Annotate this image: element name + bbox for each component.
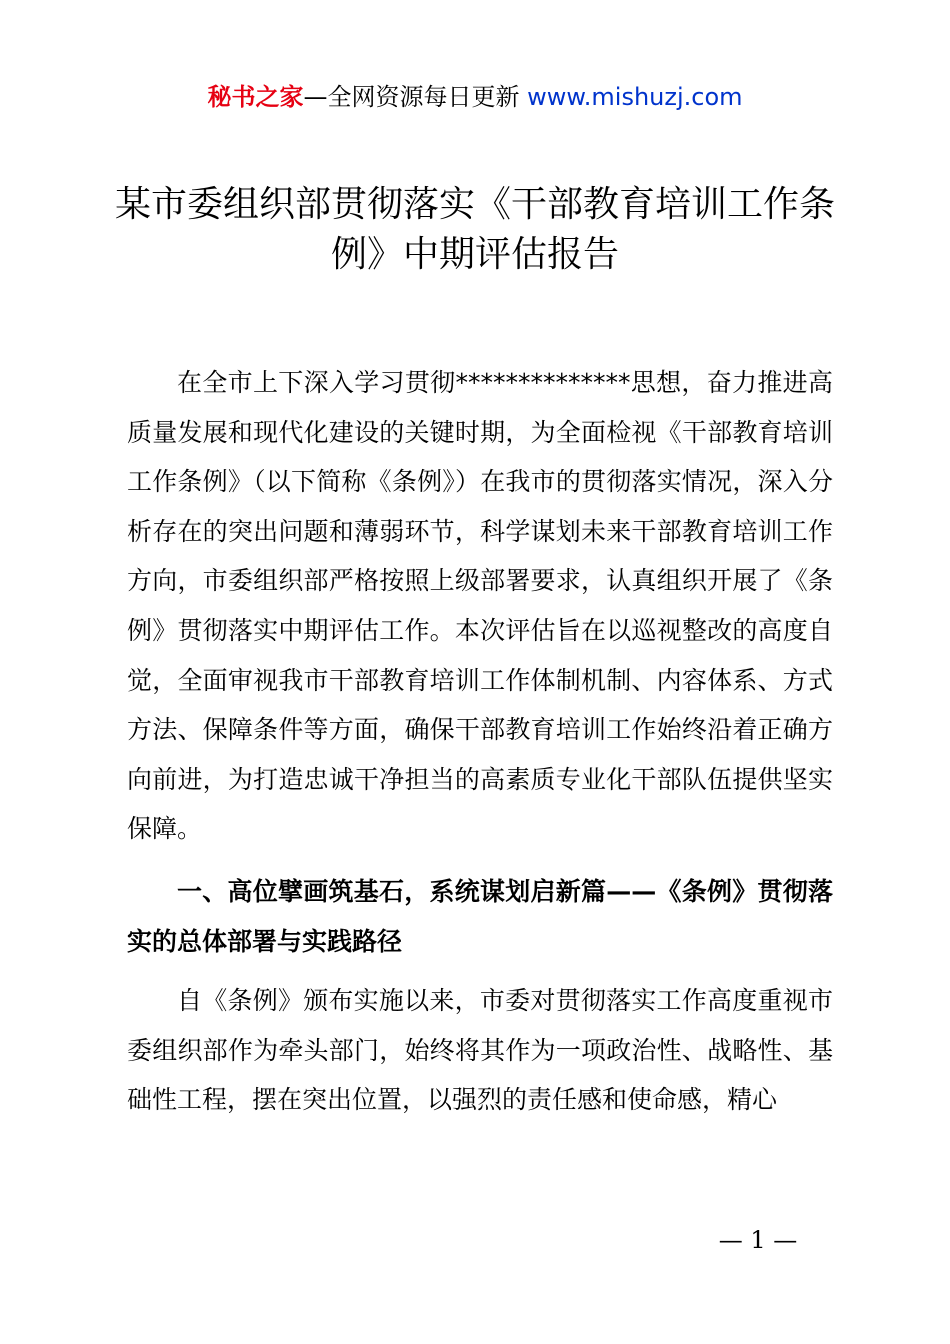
site-url-link[interactable]: www.mishuzj.com: [527, 83, 743, 111]
document-body: [127, 358, 833, 1125]
site-header: [0, 80, 950, 114]
document-title: 某市委组织部贯彻落实《干部教育培训工作条例》中期评估报告: [114, 184, 835, 275]
site-brand: 秘书之家: [207, 83, 304, 111]
site-tagline: —全网资源每日更新: [303, 83, 520, 111]
section-paragraph: 自《条例》颁布实施以来，市委对贯彻落实工作高度重视市委组织部作为牵头部门，始终将其作为一项政治性、战略性、基础性工程，摆在突出位置，以强烈的责任感和使命感，精心: [127, 986, 833, 1115]
intro-paragraph: 在全市上下深入学习贯彻**************思想，奋力推进高质量发展和现代化建设的关键时期，为全面检视《干部教育培训工作条例》（以下简称《条例》）在我市的贯彻落实情况，深入分析存在的突出问题和薄弱环节，科学谋划未来干部教育培训工作方向，市委组织部严格按照上级部署要求，认真组织开展了《条例》贯彻落实中期评估工作。本次评估旨在以巡视整改的高度自觉，全面审视我市干部教育培训工作体制机制、内容体系、方式方法、保障条件等方面，确保干部教育培训工作始终沿着正确方向前进，为打造忠诚干净担当的高素质专业化干部队伍提供坚实保障。: [127, 368, 833, 844]
page-number: — 1 —: [718, 1226, 798, 1254]
section-heading: 一、高位擘画筑基石，系统谋划启新篇——《条例》贯彻落实的总体部署与实践路径: [127, 876, 833, 956]
